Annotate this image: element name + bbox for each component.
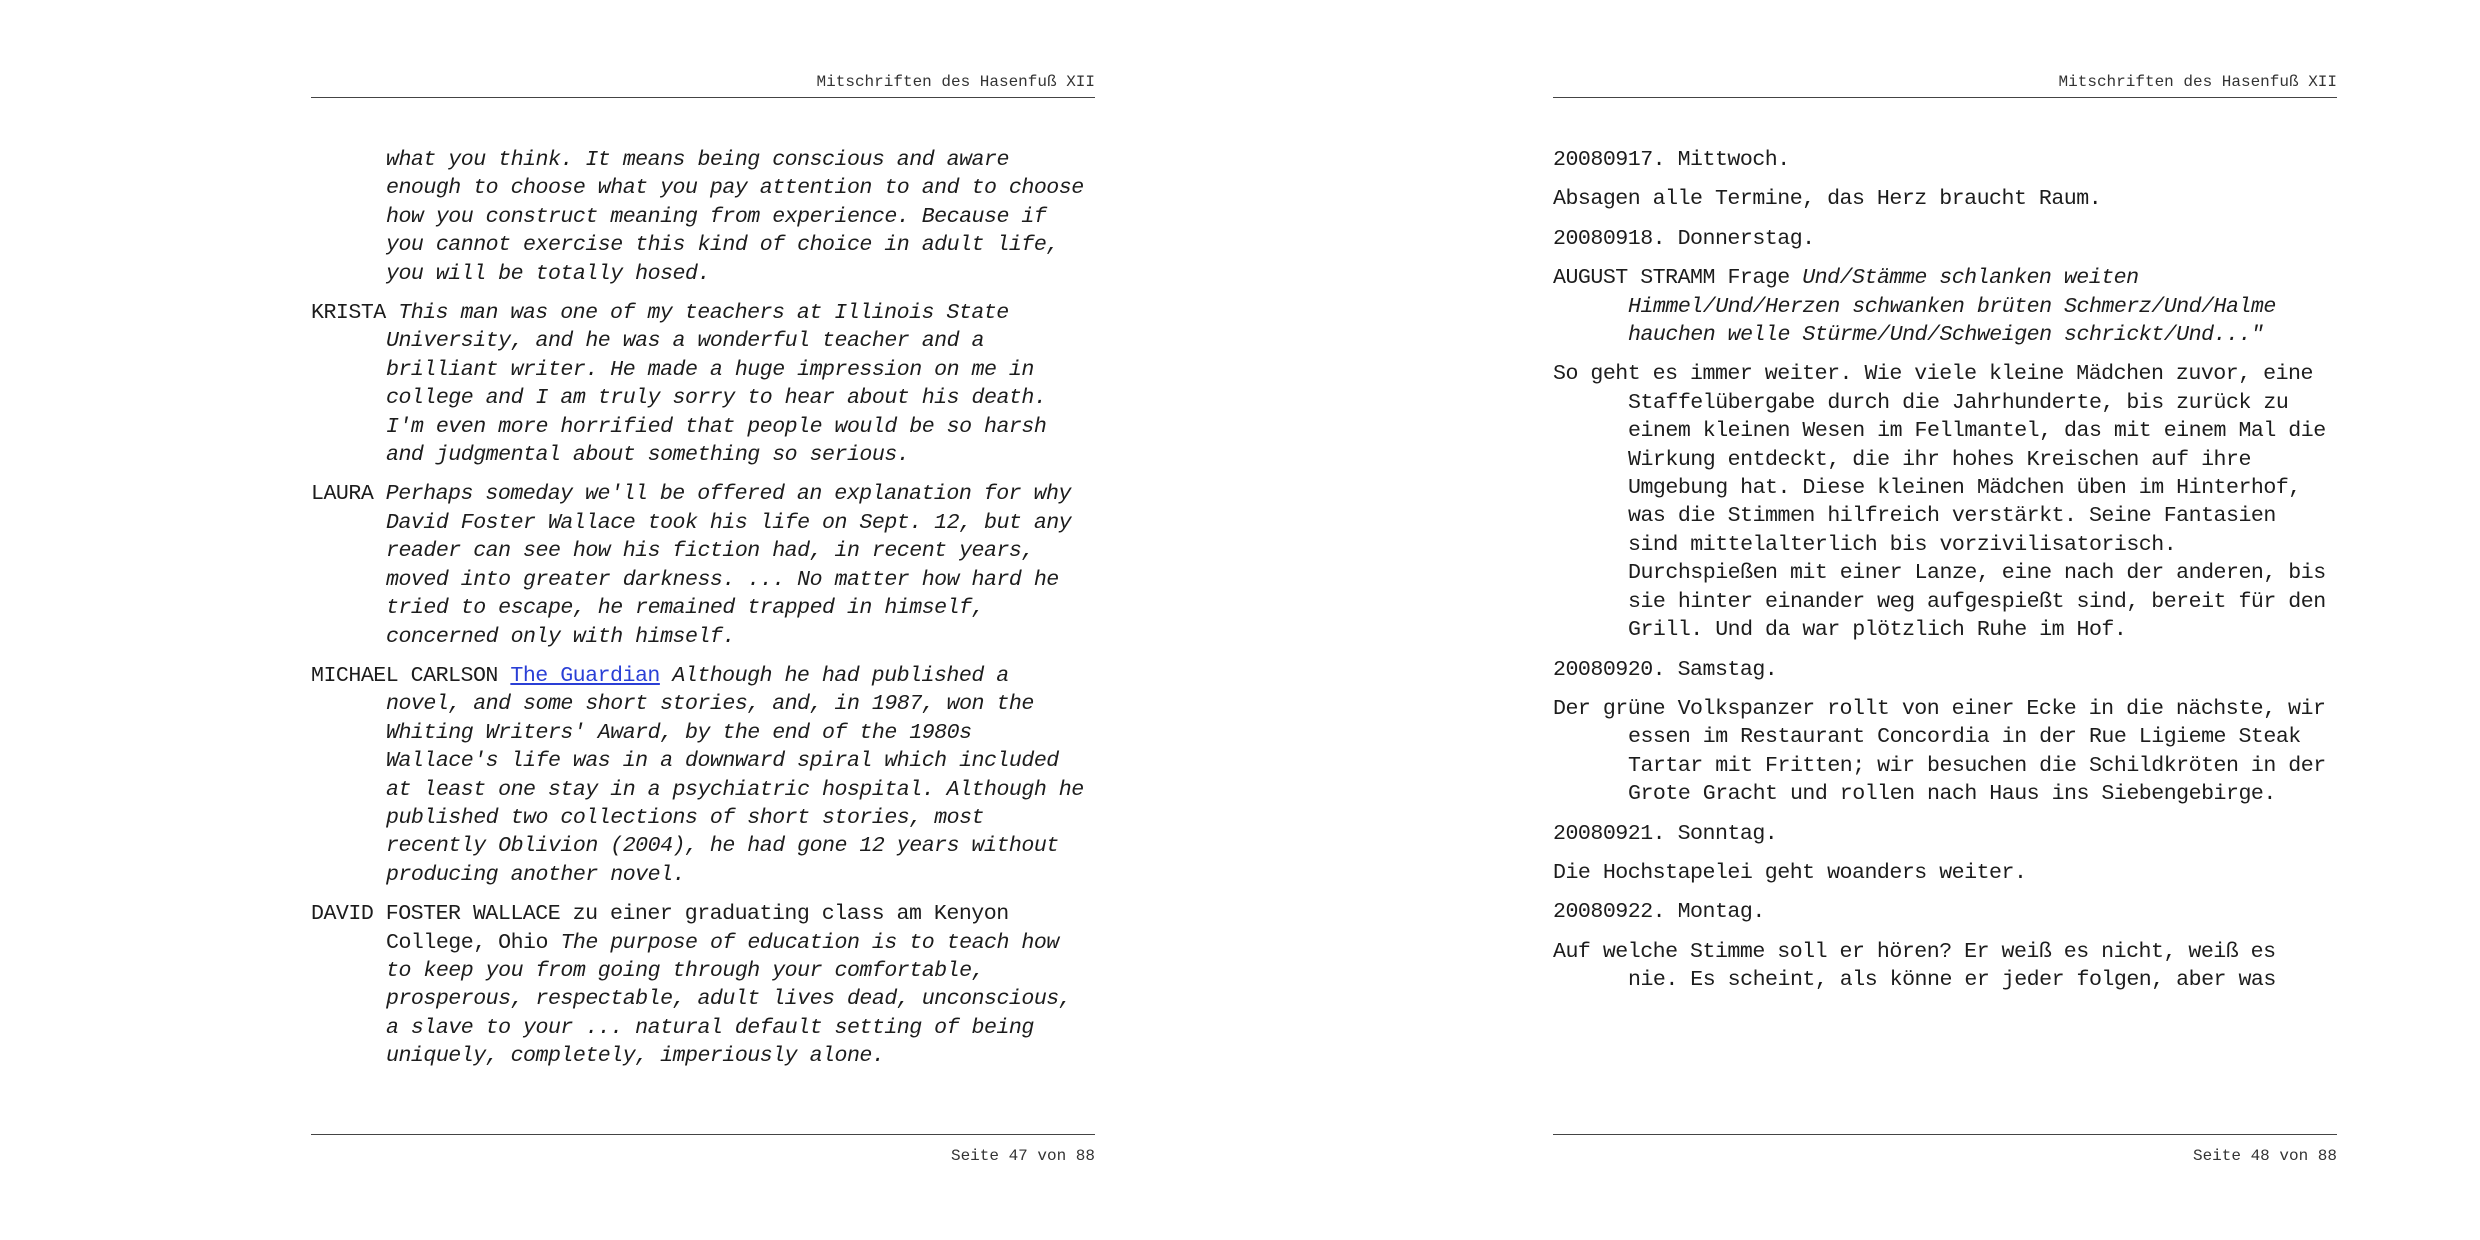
quote-text: Und/Stämme schlanken weiten Himmel/Und/Herzen schwanken brüten Schmerz/Und/Halme hauchen welle Stürme/Und/Schweigen schrickt/Und..."	[1628, 266, 2276, 348]
diary-text: So geht es immer weiter. Wie viele kleine Mädchen zuvor, eine Staffelübergabe durch die Jahrhunderte, bis zurück zu einem kleinen Wesen im Fellmantel, das mit einem Mal die Wirkung entdeckt, die ihr hohes Kreischen auf ihre Umgebung hat. Diese kleinen Mädchen üben im Hinterhof, was die Stimmen hilfreich verstärkt. Seine Fantasien sind mittelalterlich bis vorzivilisatorisch. Durchspießen mit einer Lanze, eine nach der anderen, bis sie hinter einander weg aufgespießt sind, bereit für den Grill. Und da war plötzlich Ruhe im Hof.	[1553, 362, 2326, 643]
speaker-name: MICHAEL CARLSON	[311, 663, 498, 688]
speaker-name: LAURA	[311, 482, 374, 507]
page-number: Seite 47 von 88	[950, 1147, 1095, 1165]
quote-text: The purpose of education is to teach how to keep you from going through your comfortable, prosperous, respectable, adult lives dead, unconscious, a slave to your ... natural default setting of being uniquely, completely, imperiously alone.	[386, 930, 1072, 1069]
diary-date: 20080918. Donnerstag.	[1553, 226, 1815, 251]
speaker-context: zu einer graduating class am Kenyon College, Ohio	[386, 902, 1009, 955]
footer-rule	[311, 1134, 1095, 1135]
speaker-name: DAVID FOSTER WALLACE	[311, 902, 561, 927]
diary-text: Die Hochstapelei geht woanders weiter.	[1553, 860, 2027, 885]
speaker-name: AUGUST STRAMM	[1553, 266, 1715, 291]
quote-text: Although he had published a novel, and some short stories, and, in 1987, won the Whiting Writers' Award, by the end of the 1980s Wallace's life was in a downward spiral which included at least one stay in a psychiatric hospital. Although he published two collections of short stories, most recently Oblivion (2004), he had gone 12 years without producing another novel.	[386, 663, 1084, 887]
diary-text: Absagen alle Termine, das Herz braucht Raum.	[1553, 187, 2102, 212]
quote-entry	[1553, 264, 2337, 349]
quote-text: what you think. It means being conscious and aware enough to choose what you pay attention to and to choose how you construct meaning from experience. Because if you cannot exercise this kind of choice in adult life, you will be totally hosed.	[386, 148, 1084, 286]
quote-entry	[311, 480, 1095, 650]
diary-date: 20080920. Samstag.	[1553, 657, 1778, 682]
speaker-context: Frage	[1727, 266, 1790, 291]
running-header: Mitschriften des Hasenfuß XII	[816, 73, 1095, 91]
source-link[interactable]: The Guardian	[510, 663, 660, 688]
page-number: Seite 48 von 88	[2192, 1147, 2337, 1165]
right-page	[1553, 0, 2337, 1240]
left-page	[311, 0, 1095, 1240]
quote-text: This man was one of my teachers at Illinois State University, and he was a wonderful teacher and a brilliant writer. He made a huge impression on me in college and I am truly sorry to hear about his death. I'm even more horrified that people would be so harsh and judgmental about something so serious.	[386, 301, 1047, 468]
quote-text: Perhaps someday we'll be offered an explanation for why David Foster Wallace took his life on Sept. 12, but any reader can see how his fiction had, in recent years, moved into greater darkness. ... No matter how hard he tried to escape, he remained trapped in himself, concerned only with himself.	[385, 482, 1072, 649]
diary-date: 20080921. Sonntag.	[1553, 821, 1778, 846]
running-header: Mitschriften des Hasenfuß XII	[2058, 73, 2337, 91]
page-body	[1553, 146, 2337, 1006]
quote-entry	[311, 299, 1095, 469]
quote-entry	[311, 900, 1095, 1070]
quote-entry	[311, 662, 1095, 889]
footer-rule	[1553, 1134, 2337, 1135]
diary-text: Auf welche Stimme soll er hören? Er weiß es nicht, weiß es nie. Es scheint, als könne er jeder folgen, aber was	[1553, 939, 2276, 993]
header-rule	[1553, 97, 2337, 98]
diary-date: 20080917. Mittwoch.	[1553, 148, 1790, 172]
quote-continuation	[311, 146, 1095, 288]
diary-text: Der grüne Volkspanzer rollt von einer Ecke in die nächste, wir essen im Restaurant Concordia in der Rue Ligieme Steak Tartar mit Fritten; wir besuchen die Schildkröten in der Grote Gracht und rollen nach Haus ins Siebengebirge.	[1553, 696, 2326, 807]
page-body	[311, 146, 1095, 1082]
speaker-name: KRISTA	[311, 301, 386, 326]
header-rule	[311, 97, 1095, 98]
diary-date: 20080922. Montag.	[1553, 900, 1765, 925]
